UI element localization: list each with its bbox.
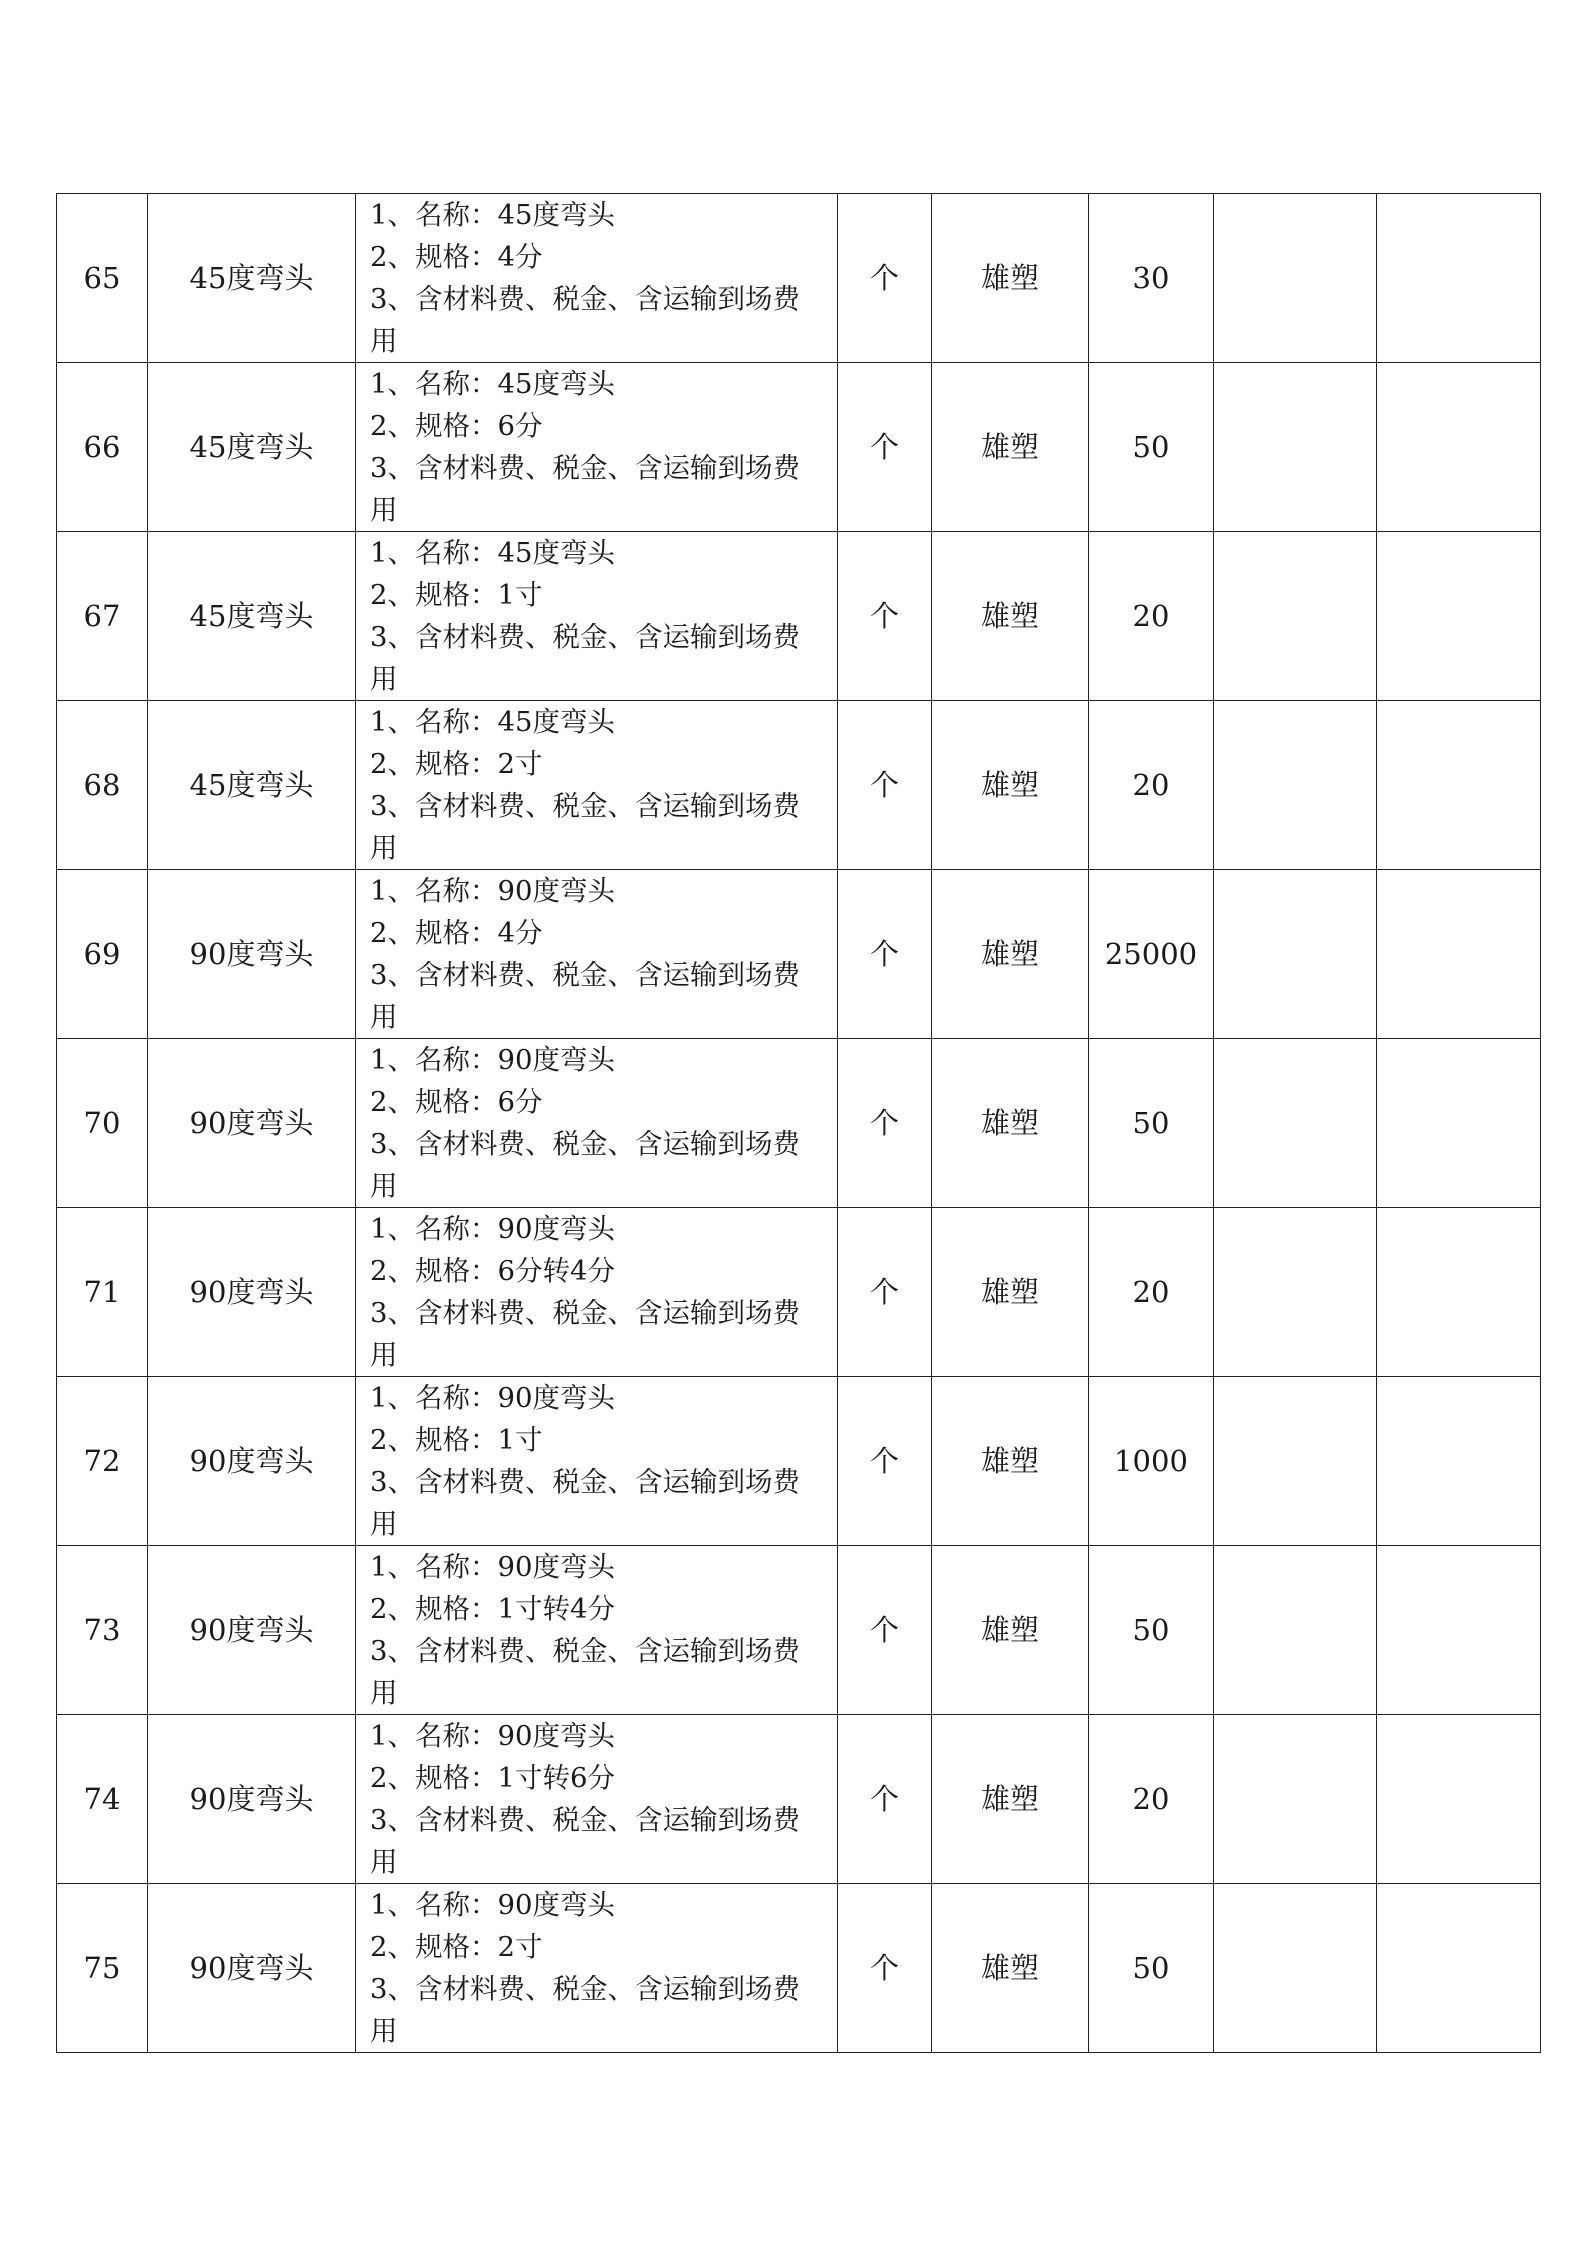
quantity-cell: 25000 xyxy=(1089,870,1214,1039)
brand-cell: 雄塑 xyxy=(932,363,1089,532)
unit-cell: 个 xyxy=(838,194,932,363)
item-name-cell: 90度弯头 xyxy=(148,1377,356,1546)
description-line: 1、名称：90度弯头 xyxy=(370,1044,615,1076)
brand-cell: 雄塑 xyxy=(932,1208,1089,1377)
item-description-cell xyxy=(356,363,838,532)
description-line: 2、规格：4分 xyxy=(370,917,543,949)
row-number-cell: 73 xyxy=(57,1546,148,1715)
quantity-cell: 50 xyxy=(1089,363,1214,532)
unit-cell: 个 xyxy=(838,1208,932,1377)
unit-price-cell xyxy=(1214,1208,1377,1377)
item-name-cell: 90度弯头 xyxy=(148,870,356,1039)
total-price-cell xyxy=(1377,1039,1541,1208)
unit-cell: 个 xyxy=(838,1039,932,1208)
description-line: 2、规格：2寸 xyxy=(370,1931,543,1963)
item-name-cell: 90度弯头 xyxy=(148,1546,356,1715)
unit-cell: 个 xyxy=(838,1884,932,2053)
description-line: 3、含材料费、税金、含运输到场费 xyxy=(370,1297,800,1329)
unit-price-cell xyxy=(1214,1039,1377,1208)
description-line: 2、规格：6分 xyxy=(370,1086,543,1118)
unit-price-cell xyxy=(1214,1715,1377,1884)
item-description-cell xyxy=(356,1715,838,1884)
item-description-cell xyxy=(356,870,838,1039)
quantity-cell: 50 xyxy=(1089,1884,1214,2053)
row-number-cell: 74 xyxy=(57,1715,148,1884)
description-line: 用 xyxy=(370,663,398,695)
description-line: 用 xyxy=(370,832,398,864)
description-line: 3、含材料费、税金、含运输到场费 xyxy=(370,790,800,822)
description-line: 2、规格：6分 xyxy=(370,410,543,442)
unit-cell: 个 xyxy=(838,1546,932,1715)
description-line: 用 xyxy=(370,1677,398,1709)
description-line: 1、名称：45度弯头 xyxy=(370,537,615,569)
items-table xyxy=(56,193,1541,2053)
total-price-cell xyxy=(1377,1884,1541,2053)
unit-price-cell xyxy=(1214,1884,1377,2053)
row-number-cell: 69 xyxy=(57,870,148,1039)
brand-cell: 雄塑 xyxy=(932,532,1089,701)
brand-cell: 雄塑 xyxy=(932,701,1089,870)
item-description-cell xyxy=(356,1546,838,1715)
description-line: 1、名称：90度弯头 xyxy=(370,1720,615,1752)
item-description-cell xyxy=(356,532,838,701)
item-description-cell xyxy=(356,1208,838,1377)
description-line: 用 xyxy=(370,325,398,357)
description-line: 3、含材料费、税金、含运输到场费 xyxy=(370,1128,800,1160)
row-number-cell: 65 xyxy=(57,194,148,363)
row-number-cell: 71 xyxy=(57,1208,148,1377)
total-price-cell xyxy=(1377,363,1541,532)
row-number-cell: 72 xyxy=(57,1377,148,1546)
item-name-cell: 45度弯头 xyxy=(148,532,356,701)
unit-cell: 个 xyxy=(838,1377,932,1546)
table-row xyxy=(57,1715,1541,1884)
description-line: 2、规格：4分 xyxy=(370,241,543,273)
quantity-cell: 20 xyxy=(1089,532,1214,701)
description-line: 2、规格：1寸 xyxy=(370,579,543,611)
description-line: 3、含材料费、税金、含运输到场费 xyxy=(370,959,800,991)
unit-price-cell xyxy=(1214,194,1377,363)
unit-price-cell xyxy=(1214,532,1377,701)
item-name-cell: 45度弯头 xyxy=(148,194,356,363)
table-row xyxy=(57,1884,1541,2053)
description-line: 1、名称：45度弯头 xyxy=(370,368,615,400)
item-name-cell: 45度弯头 xyxy=(148,363,356,532)
description-line: 3、含材料费、税金、含运输到场费 xyxy=(370,1635,800,1667)
item-name-cell: 90度弯头 xyxy=(148,1208,356,1377)
description-line: 1、名称：90度弯头 xyxy=(370,1551,615,1583)
description-line: 用 xyxy=(370,494,398,526)
table-row xyxy=(57,532,1541,701)
description-line: 3、含材料费、税金、含运输到场费 xyxy=(370,1804,800,1836)
brand-cell: 雄塑 xyxy=(932,1039,1089,1208)
row-number-cell: 75 xyxy=(57,1884,148,2053)
item-name-cell: 90度弯头 xyxy=(148,1884,356,2053)
description-line: 1、名称：90度弯头 xyxy=(370,1382,615,1414)
table-row xyxy=(57,363,1541,532)
total-price-cell xyxy=(1377,1715,1541,1884)
description-line: 用 xyxy=(370,1170,398,1202)
description-line: 1、名称：90度弯头 xyxy=(370,1213,615,1245)
description-line: 3、含材料费、税金、含运输到场费 xyxy=(370,1973,800,2005)
row-number-cell: 68 xyxy=(57,701,148,870)
brand-cell: 雄塑 xyxy=(932,1546,1089,1715)
total-price-cell xyxy=(1377,870,1541,1039)
table-row xyxy=(57,701,1541,870)
quantity-cell: 20 xyxy=(1089,1208,1214,1377)
description-line: 用 xyxy=(370,1508,398,1540)
total-price-cell xyxy=(1377,194,1541,363)
unit-cell: 个 xyxy=(838,532,932,701)
unit-price-cell xyxy=(1214,870,1377,1039)
description-line: 用 xyxy=(370,1846,398,1878)
unit-price-cell xyxy=(1214,701,1377,870)
row-number-cell: 66 xyxy=(57,363,148,532)
unit-cell: 个 xyxy=(838,701,932,870)
item-description-cell xyxy=(356,701,838,870)
description-line: 3、含材料费、税金、含运输到场费 xyxy=(370,452,800,484)
description-line: 1、名称：45度弯头 xyxy=(370,706,615,738)
description-line: 用 xyxy=(370,1001,398,1033)
total-price-cell xyxy=(1377,1377,1541,1546)
total-price-cell xyxy=(1377,1208,1541,1377)
row-number-cell: 67 xyxy=(57,532,148,701)
quantity-cell: 20 xyxy=(1089,701,1214,870)
quantity-cell: 1000 xyxy=(1089,1377,1214,1546)
table-row xyxy=(57,194,1541,363)
total-price-cell xyxy=(1377,701,1541,870)
brand-cell: 雄塑 xyxy=(932,1377,1089,1546)
unit-price-cell xyxy=(1214,1377,1377,1546)
quantity-cell: 20 xyxy=(1089,1715,1214,1884)
item-name-cell: 45度弯头 xyxy=(148,701,356,870)
table-row xyxy=(57,870,1541,1039)
description-line: 用 xyxy=(370,2015,398,2047)
table-row xyxy=(57,1039,1541,1208)
item-description-cell xyxy=(356,1884,838,2053)
unit-cell: 个 xyxy=(838,1715,932,1884)
description-line: 3、含材料费、税金、含运输到场费 xyxy=(370,283,800,315)
description-line: 2、规格：6分转4分 xyxy=(370,1255,615,1287)
description-line: 1、名称：90度弯头 xyxy=(370,1889,615,1921)
description-line: 2、规格：1寸转6分 xyxy=(370,1762,615,1794)
brand-cell: 雄塑 xyxy=(932,1884,1089,2053)
description-line: 3、含材料费、税金、含运输到场费 xyxy=(370,621,800,653)
brand-cell: 雄塑 xyxy=(932,1715,1089,1884)
table-row xyxy=(57,1377,1541,1546)
description-line: 1、名称：45度弯头 xyxy=(370,199,615,231)
item-description-cell xyxy=(356,1377,838,1546)
item-description-cell xyxy=(356,194,838,363)
brand-cell: 雄塑 xyxy=(932,194,1089,363)
unit-price-cell xyxy=(1214,363,1377,532)
unit-price-cell xyxy=(1214,1546,1377,1715)
item-name-cell: 90度弯头 xyxy=(148,1039,356,1208)
table-row xyxy=(57,1546,1541,1715)
total-price-cell xyxy=(1377,1546,1541,1715)
quantity-cell: 50 xyxy=(1089,1039,1214,1208)
table-body xyxy=(57,194,1541,2053)
total-price-cell xyxy=(1377,532,1541,701)
description-line: 2、规格：1寸 xyxy=(370,1424,543,1456)
unit-cell: 个 xyxy=(838,363,932,532)
unit-cell: 个 xyxy=(838,870,932,1039)
description-line: 2、规格：1寸转4分 xyxy=(370,1593,615,1625)
description-line: 3、含材料费、税金、含运输到场费 xyxy=(370,1466,800,1498)
quantity-cell: 50 xyxy=(1089,1546,1214,1715)
brand-cell: 雄塑 xyxy=(932,870,1089,1039)
description-line: 1、名称：90度弯头 xyxy=(370,875,615,907)
description-line: 用 xyxy=(370,1339,398,1371)
quantity-cell: 30 xyxy=(1089,194,1214,363)
row-number-cell: 70 xyxy=(57,1039,148,1208)
description-line: 2、规格：2寸 xyxy=(370,748,543,780)
item-name-cell: 90度弯头 xyxy=(148,1715,356,1884)
item-description-cell xyxy=(356,1039,838,1208)
table-row xyxy=(57,1208,1541,1377)
